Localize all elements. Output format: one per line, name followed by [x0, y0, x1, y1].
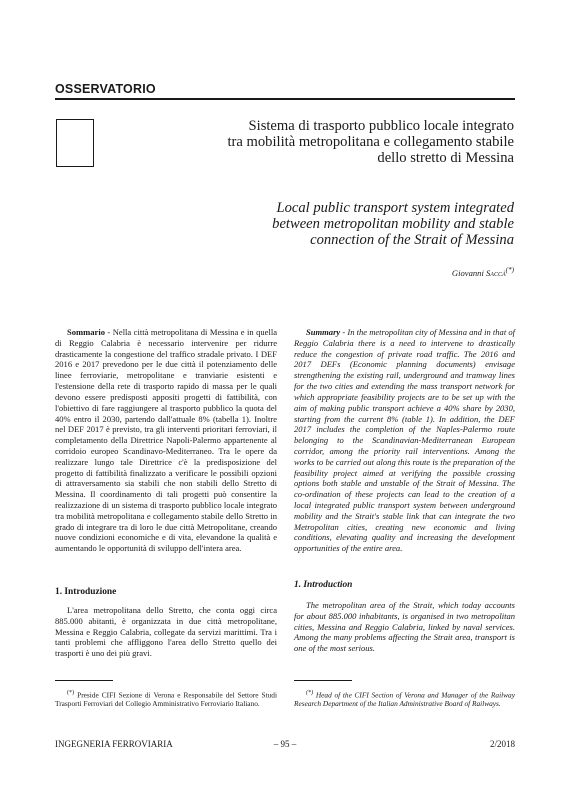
abstract-english-text: - In the metropolitan city of Messina and in that of Reggio Calabria there is a need to intervene to drastically reduce the congestion of private road traffic. The 2016 and 2017 DEFs (Economic planning documents) envisage strengthening the existing rail, underground and tramway lines for the two cities and extending the mass transport network for which appropriate feasibility projects are to be set up with the aim of making public transport achieve a 40% share by 2030, starting from the current 8% (table 1). In addition, the DEF 2017 includes the completion of the Naples-Palermo route belonging to the Scandinavian-Mediterranean European corridor, among the priority rail interventions. Among the works to be carried out along this route is the preparation of the feasibility project aimed at verifying the possible crossing options both stable and unstable of the Strait of Messina. The co-ordination of these projects can lead to the creation of a local integrated public transport system between underground mobility and the Strait's stable link that can integrate the two Metropolitan cities, creating new economic and living conditions, elevating quality and increasing the development opportunities of the entire area. — [294, 327, 515, 554]
footnote-rule — [55, 680, 113, 681]
footnote-english — [294, 689, 515, 709]
section-rule — [55, 98, 515, 100]
title-italian-line: dello stretto di Messina — [377, 150, 514, 166]
footnote-italian-text: Preside CIFI Sezione di Verona e Responsabile del Settore Studi Trasporti Ferroviari del Collegio Amministrativo Ferroviario Italiano. — [55, 690, 277, 709]
author-last-name: Saccà — [486, 267, 506, 278]
author-footnote-mark: (*) — [505, 266, 514, 274]
section-label: OSSERVATORIO — [55, 82, 156, 96]
abstract-english-label: Summary — [306, 327, 341, 337]
footnote-rule — [294, 680, 352, 681]
footnote-italian — [55, 689, 277, 709]
author-first-name: Giovanni — [451, 267, 486, 278]
title-italian-line: Sistema di trasporto pubblico locale integrato — [248, 118, 514, 134]
intro-italian-text: L'area metropolitana dello Stretto, che conta oggi circa 885.000 abitanti, è organizzata in due città metropolitane, Messina e Reggio Calabria, collegate da servizi marittimi. Tra i tanti problemi che affliggono l'area dello Stretto quello dei trasporti è uno dei più gravi. — [55, 605, 277, 659]
footer-journal-name: INGEGNERIA FERROVIARIA — [55, 739, 173, 749]
footer-page-number: – 95 – — [273, 739, 297, 749]
section-heading-english: 1. Introduction — [294, 580, 353, 590]
title-english-line: between metropolitan mobility and stable — [272, 216, 514, 232]
title-frame-box — [56, 119, 94, 167]
title-english — [114, 200, 514, 248]
author-byline — [452, 266, 514, 278]
intro-english-text: The metropolitan area of the Strait, which today accounts for about 885.000 inhabitants, is organised in two metropolitan cities, Messina and Reggio Calabria, linked by naval services. Among the many problems affecting the Strait area, transport is one of the most serious. — [294, 600, 515, 654]
footnote-mark: (*) — [67, 690, 75, 696]
footnote-english-text: Head of the CIFI Section of Verona and Manager of the Railway Research Department of the Italian Administrative Board of Railways. — [294, 690, 515, 709]
footer-issue: 2/2018 — [489, 739, 515, 749]
title-english-line: connection of the Strait of Messina — [310, 232, 514, 248]
abstract-italian — [55, 327, 277, 554]
intro-italian — [55, 605, 277, 659]
abstract-italian-label: Sommario — [67, 327, 105, 337]
intro-english — [294, 600, 515, 654]
title-english-line: Local public transport system integrated — [276, 200, 514, 216]
abstract-english — [294, 327, 515, 554]
title-italian-line: tra mobilità metropolitana e collegamento stabile — [227, 134, 514, 150]
footnote-mark: (*) — [306, 690, 314, 696]
title-italian — [134, 118, 514, 166]
abstract-italian-text: - Nella città metropolitana di Messina e in quella di Reggio Calabria è necessario intervenire per ridurre drasticamente la congestione del traffico stradale privato. I DEF 2016 e 2017 prevedono per le due città il potenziamento delle linee ferroviarie, metropolitane e tranviarie esistenti e l'estensione della rete di trasporto rapido di massa per le quali devono essere predisposti appositi progetti di fattibilità, con l'obiettivo di fare raggiungere al trasporto pubblico la quota del 40% entro il 2030, partendo dall'attuale 8% (tabella 1). Inoltre nel DEF 2017 è previsto, tra gli interventi prioritari ferroviari, il completamento della Direttrice Napoli-Palermo appartenente al corridoio europeo Scandinavo-Mediterraneo. Tra le opere da realizzare lungo tale Direttrice c'è la predisposizione del progetto di fattibilità finalizzato a verificare le possibili opzioni di attraversamento sia stabili che non stabili dello Stretto di Messina. Il coordinamento di tali progetti può consentire la realizzazione di un sistema di trasporto pubblico locale integrato tra mobilità metropolitana e collegamento stabile dello Stretto in grado di integrare tra di loro le due città Metropolitane, creando nuove condizioni economiche e di vita, elevandone la qualità e aumentando le opportunità di sviluppo dell'intera area. — [55, 327, 277, 554]
section-heading-italian: 1. Introduzione — [55, 587, 117, 597]
